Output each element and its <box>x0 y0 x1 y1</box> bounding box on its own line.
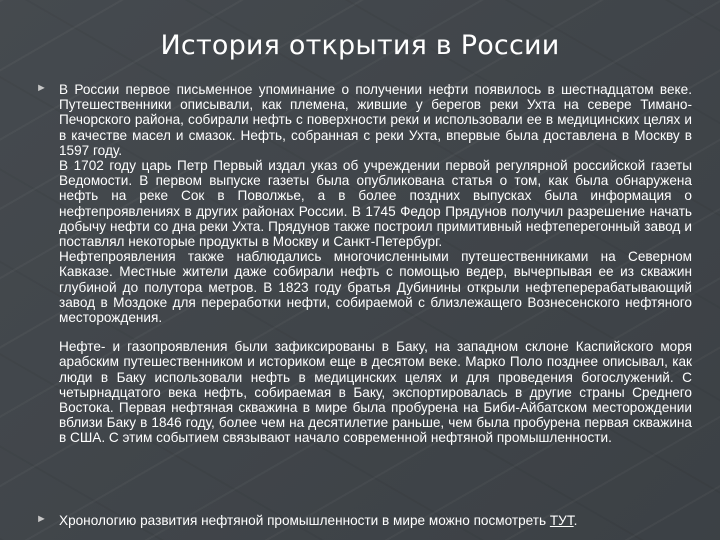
paragraph-gap <box>59 325 692 339</box>
chronology-label: Хронологию развития нефтяной промышленности в мире можно посмотреть <box>59 513 550 528</box>
paragraph-caucasus: Нефтепроявления также наблюдались многочисленными путешественниками на Северном Кавказе. Местные жители даже собирали нефть с помощью ведер, вычерпывая ее из скважин глубиной до полутора метров. В 1823 году братья Дубинины открыли нефтеперерабатывающий завод в Моздоке для переработки нефти, собираемой с близлежащего Вознесенского нефтяного месторождения. <box>59 249 692 326</box>
bullet-arrow-icon: ► <box>36 513 47 525</box>
paragraph-ukhta: В России первое письменное упоминание о получении нефти появилось в шестнадцатом веке. Путешественники описывали, как племена, жившие у берегов реки Ухта на севере Тимано-Печорского района, собирали нефть с поверхности реки и использовали ее в медицинских целях и в качестве масел и смазок. Нефть, собранная с реки Ухта, впервые была доставлена в Москву в 1597 году. <box>59 82 692 158</box>
chronology-suffix: . <box>573 513 578 528</box>
chronology-link[interactable]: ТУТ <box>549 513 574 528</box>
paragraph-baku: Нефте- и газопроявления были зафиксированы в Баку, на западном склоне Каспийского моря арабским путешественником и историком еще в десятом веке. Марко Поло позднее описывал, как люди в Баку использовали нефть в медицинских целях и для проведения богослужений. С четырнадцатого века нефть, собираемая в Баку, экспортировалась в другие страны Среднего Востока. Первая нефтяная скважина в мире была пробурена на Биби-Айбатском месторождении вблизи Баку в 1846 году, более чем на десятилетие раньше, чем была пробурена первая скважина в США. С этим событием связывают начало современной нефтяной промышленности. <box>59 339 692 446</box>
paragraph-vedomosti: В 1702 году царь Петр Первый издал указ об учреждении первой регулярной российской газеты Ведомости. В первом выпуске газеты была опубликована статья о том, как была обнаружена нефть на реке Сок в Поволжье, а в более поздних выпусках была информация о нефтепроявлениях в других районах России. В 1745 Федор Прядунов получил разрешение начать добычу нефти со дна реки Ухта. Прядунов также построил примитивный нефтеперегонный завод и поставлял некоторые продукты в Москву и Санкт-Петербург. <box>59 158 692 250</box>
chronology-text <box>59 513 692 528</box>
bullet-text-block <box>59 82 692 446</box>
slide-title: История открытия в России <box>160 30 560 61</box>
bullet-arrow-icon: ► <box>36 82 47 94</box>
